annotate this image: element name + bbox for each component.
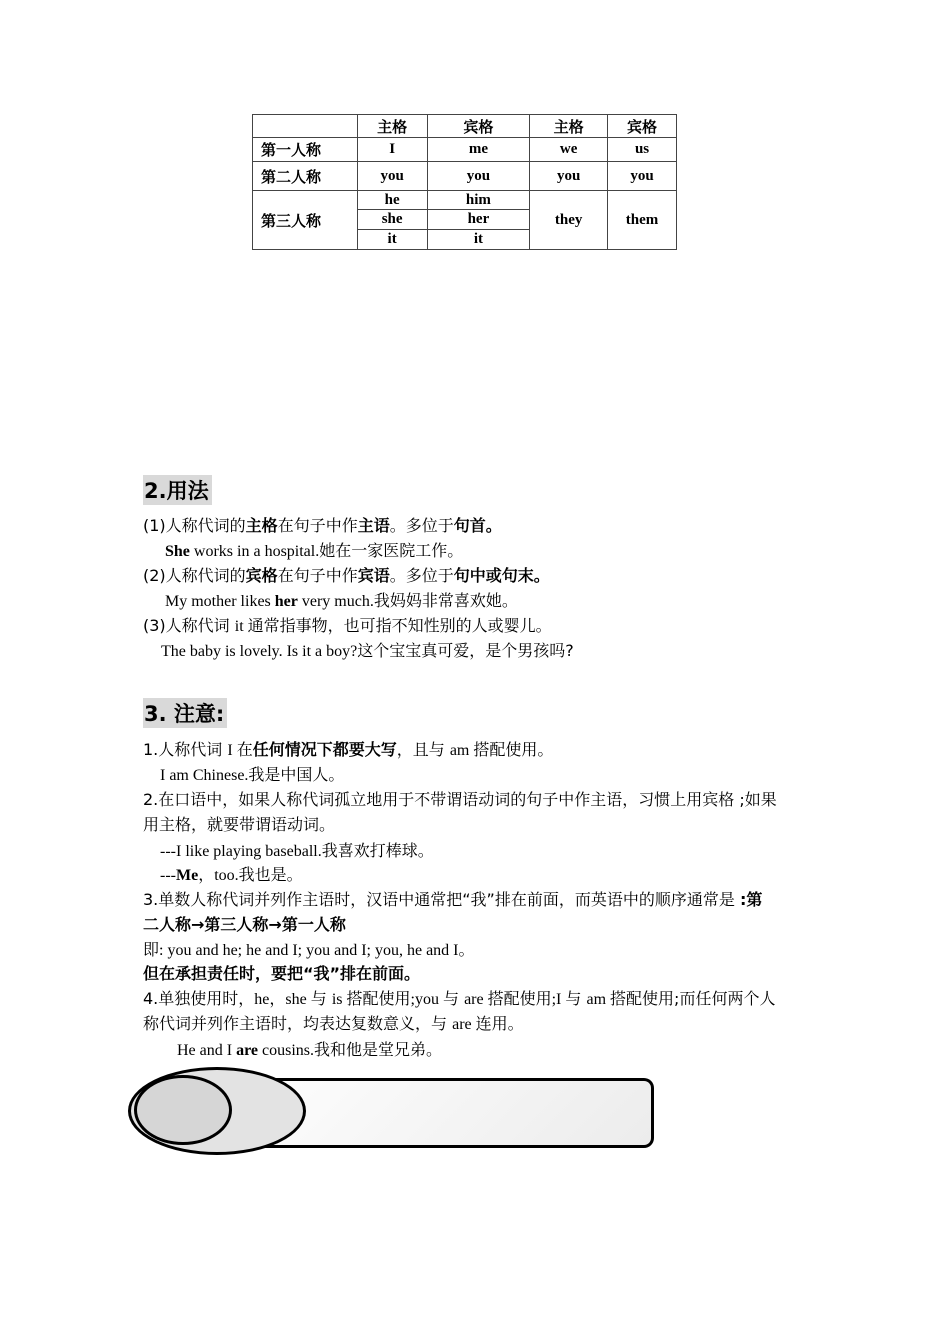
table-header-cell: 主格 (357, 115, 427, 138)
note-3-line-3: 即: you and he; he and I; you and I; you, he and I。 (143, 940, 475, 959)
note-3-line-1: 3.单数人称代词并列作主语时，汉语中通常把“我”排在前面，而英语中的顺序通常是 :第 (143, 890, 763, 909)
row-label-first-person: 第一人称 (253, 138, 358, 162)
table-header-empty (253, 115, 358, 138)
row-label-second-person: 第二人称 (253, 162, 358, 191)
table-cell: you (530, 162, 608, 191)
note-1: 1.人称代词 I 在任何情况下都要大写，且与 am 搭配使用。 (143, 740, 554, 759)
section-heading-usage: 2.用法 (143, 475, 212, 505)
section-heading-notes: 3. 注意: (143, 698, 227, 728)
note-2-line-2: 用主格，就要带谓语动词。 (143, 815, 336, 834)
usage-example-3: The baby is lovely. Is it a boy?这个宝宝真可爱，是个男孩吗? (161, 641, 574, 660)
table-header-row (253, 115, 677, 138)
note-4-line-2: 称代词并列作主语时，均表达复数意义，与 are 连用。 (143, 1014, 524, 1033)
row-label-third-person: 第三人称 (253, 191, 358, 250)
pronoun-table (252, 114, 677, 250)
note-2-example-2: ---Me，too.我也是。 (160, 865, 303, 884)
table-cell: it (357, 230, 427, 250)
table-cell: me (427, 138, 530, 162)
usage-example-2: My mother likes her very much.我妈妈非常喜欢她。 (165, 591, 518, 610)
table-cell: she (357, 210, 427, 230)
note-2-line-1: 2.在口语中，如果人称代词孤立地用于不带谓语动词的句子中作主语，习惯上用宾格 ;如果 (143, 790, 777, 809)
usage-point-2: (2)人称代词的宾格在句子中作宾语。多位于句中或句末。 (143, 566, 550, 585)
note-3-line-2: 二人称→第三人称→第一人称 (143, 915, 346, 934)
table-header-cell: 宾格 (427, 115, 530, 138)
note-4-line-1: 4.单独使用时，he，she 与 is 搭配使用;you 与 are 搭配使用;I 与 am 搭配使用;而任何两个人 (143, 989, 776, 1008)
table-row (253, 162, 677, 191)
table-row (253, 138, 677, 162)
usage-point-3: (3)人称代词 it 通常指事物，也可指不知性别的人或婴儿。 (143, 616, 552, 635)
table-cell: you (608, 162, 677, 191)
table-cell: I (357, 138, 427, 162)
table-cell: it (427, 230, 530, 250)
note-3-line-4: 但在承担责任时，要把“我”排在前面。 (143, 964, 421, 983)
table-cell: you (427, 162, 530, 191)
table-cell: us (608, 138, 677, 162)
usage-example-1: She works in a hospital.她在一家医院工作。 (165, 541, 464, 560)
banner-oval-inner (134, 1075, 232, 1145)
table-cell: you (357, 162, 427, 191)
table-row (253, 191, 677, 210)
table-header-cell: 宾格 (608, 115, 677, 138)
table-cell: him (427, 191, 530, 210)
table-cell: we (530, 138, 608, 162)
note-4-example: He and I are cousins.我和他是堂兄弟。 (177, 1040, 443, 1059)
note-1-example: I am Chinese.我是中国人。 (160, 765, 345, 784)
usage-point-1: (1)人称代词的主格在句子中作主语。多位于句首。 (143, 516, 502, 535)
table-cell: he (357, 191, 427, 210)
table-cell: them (608, 191, 677, 250)
table-cell: her (427, 210, 530, 230)
table-cell: they (530, 191, 608, 250)
note-2-example-1: ---I like playing baseball.我喜欢打棒球。 (160, 841, 434, 860)
table-header-cell: 主格 (530, 115, 608, 138)
